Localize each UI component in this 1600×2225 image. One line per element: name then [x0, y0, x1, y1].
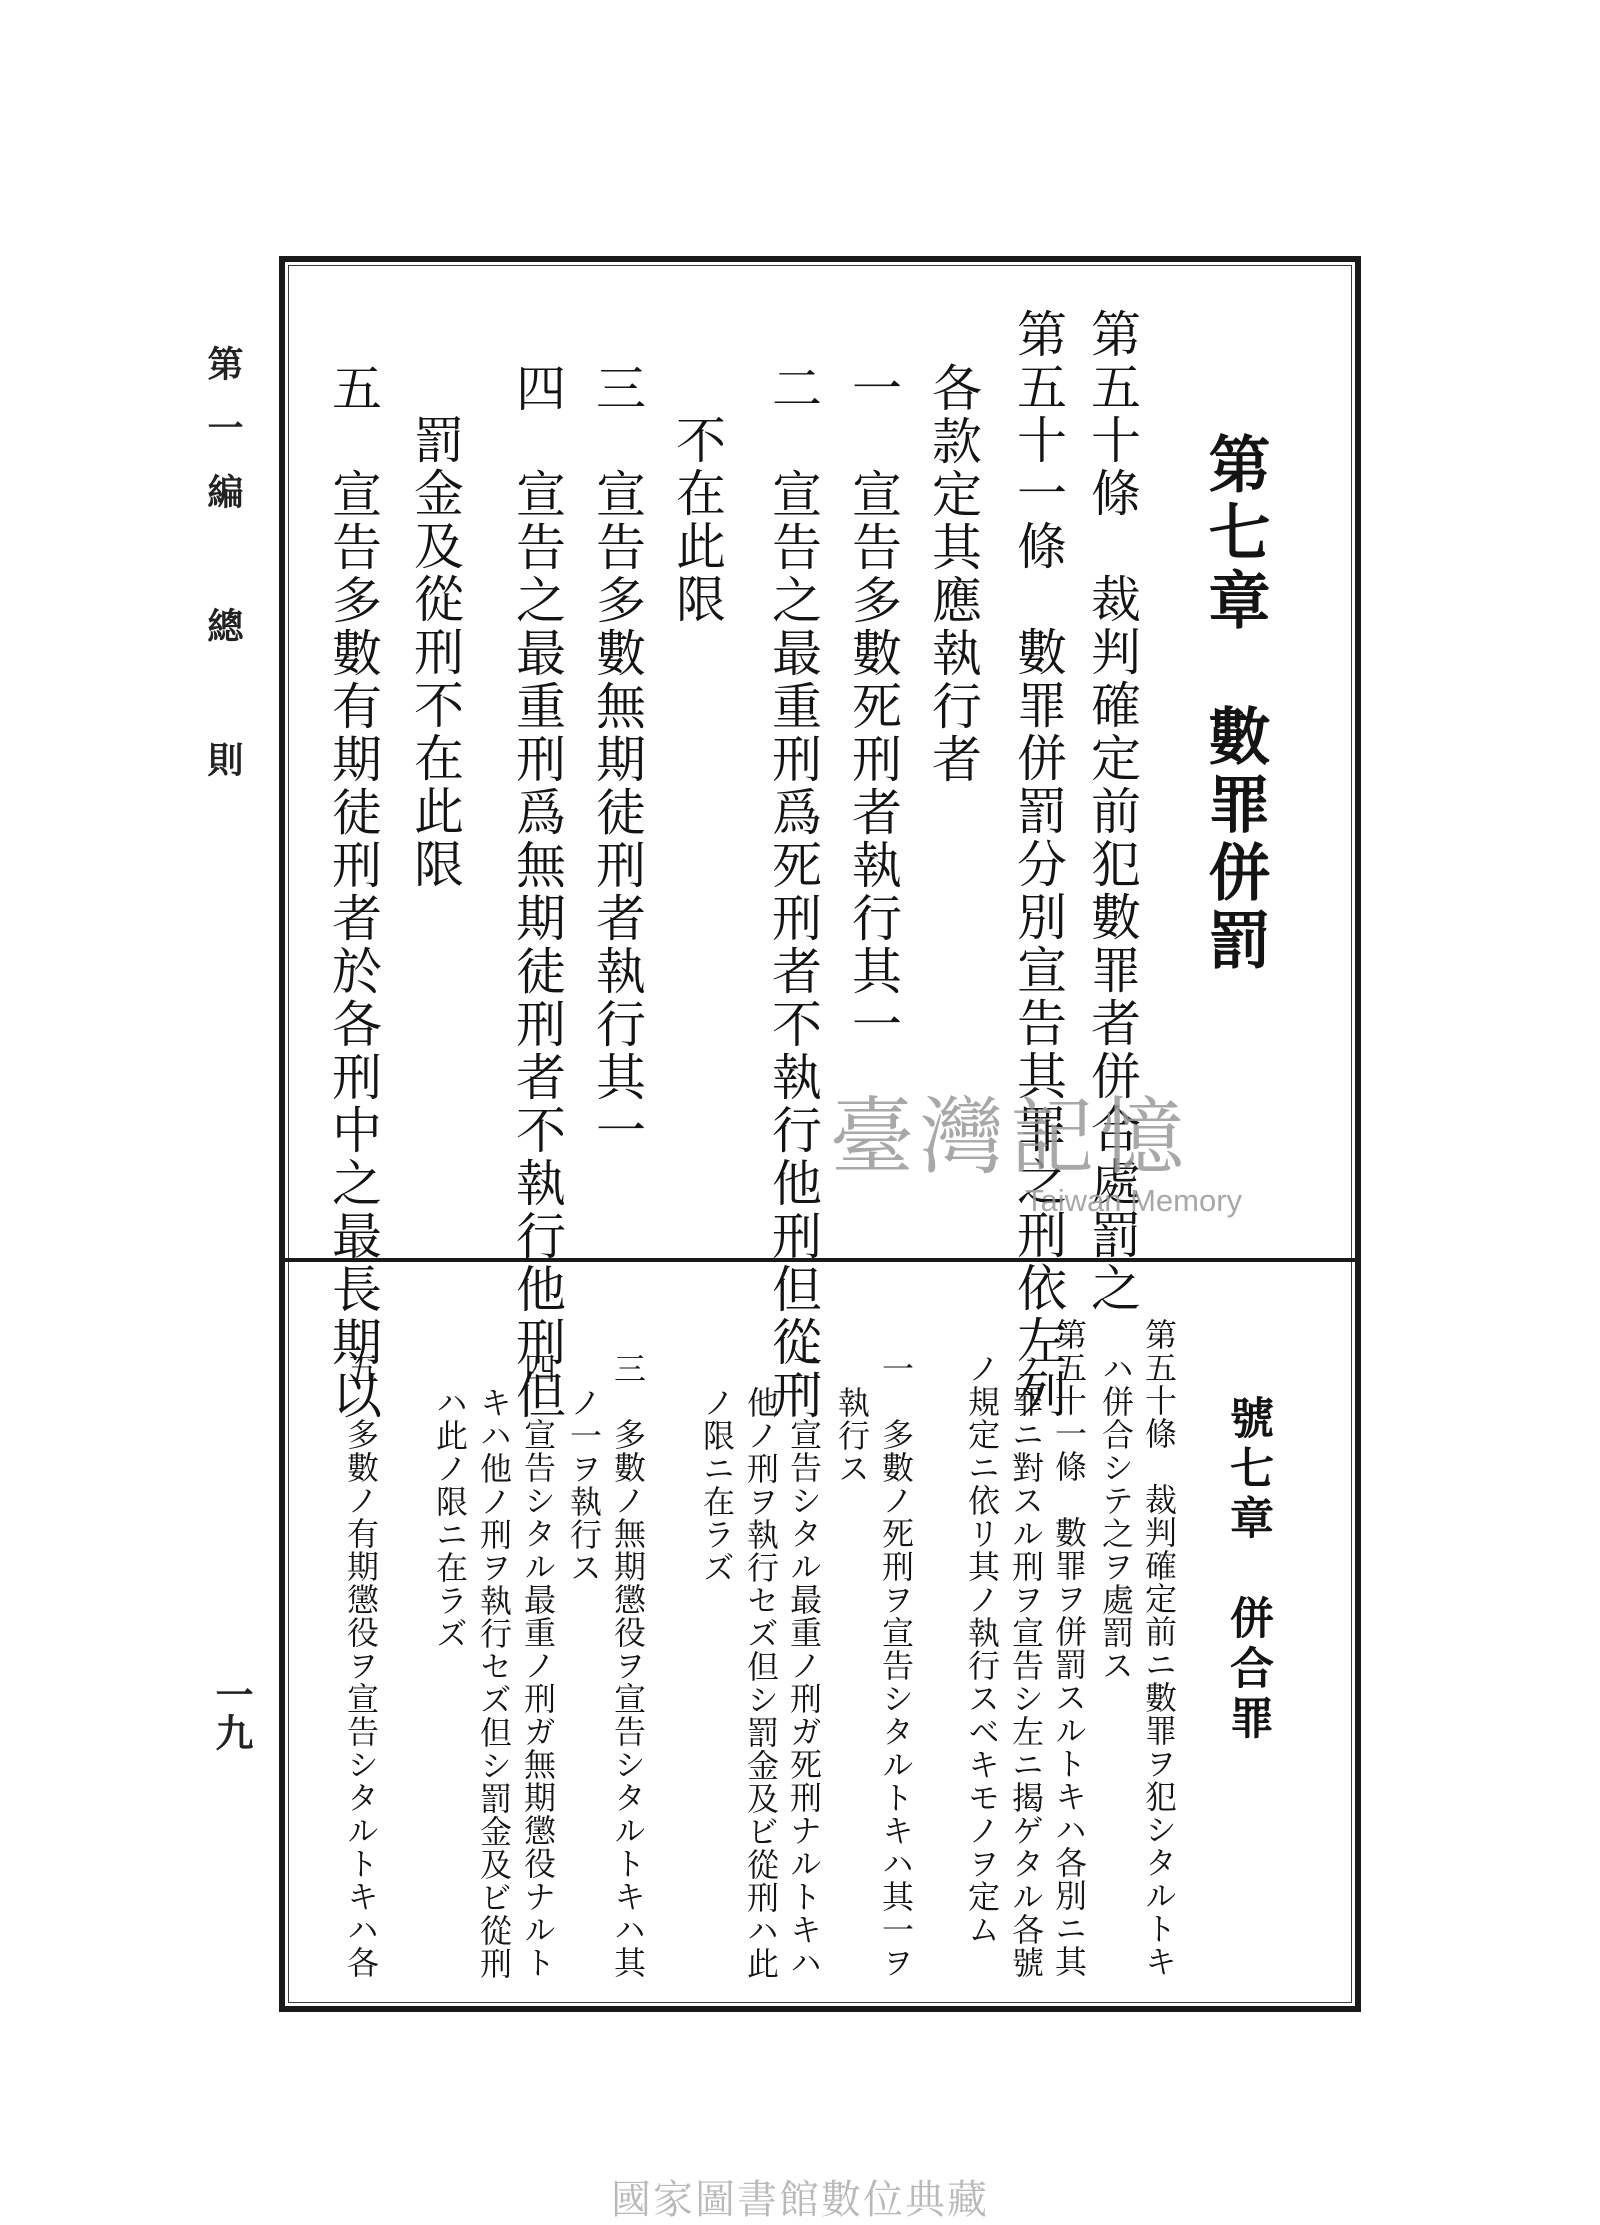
lower-line: ハ此ノ限ニ在ラズ	[431, 1386, 469, 1650]
upper-line: 一 宣告多數死刑者執行其一	[844, 362, 902, 1051]
watermark-chinese: 臺灣記憶	[830, 1088, 1191, 1186]
upper-line: 二 宣告之最重刑爲死刑者不執行他刑但從刑	[764, 362, 822, 1422]
watermark-english: Taiwan Memory	[1025, 1183, 1243, 1218]
upper-line: 三 宣告多數無期徒刑者執行其一	[588, 362, 646, 1157]
upper-line: 四 宣告之最重刑爲無期徒刑者不執行他刑但	[508, 362, 566, 1422]
lower-line: 第五十條 裁判確定前ニ數罪ヲ犯シタルトキ	[1140, 1318, 1178, 1978]
lower-line: 二 宣告シタル最重ノ刑ガ死刑ナルトキハ	[785, 1352, 823, 1979]
upper-line: 五 宣告多數有期徒刑者於各刑中之最長期以	[324, 362, 382, 1422]
upper-line: 不在此限	[668, 414, 726, 626]
lower-line: 一 多數ノ死刑ヲ宣告シタルトキハ其一ヲ	[877, 1352, 915, 1979]
lower-line: ノ規定ニ依リ其ノ執行スベキモノヲ定ム	[963, 1352, 1001, 1946]
upper-line: 第五十條 裁判確定前犯數罪者併合處罰之	[1083, 308, 1141, 1315]
running-header: 第一編 總 則	[202, 345, 244, 805]
upper-line: 各款定其應執行者	[924, 362, 982, 786]
upper-line: 第五十一條 數罪併罰分別宣告其罪之刑依左列	[1009, 308, 1067, 1421]
lower-line: 執行ス	[833, 1386, 871, 1485]
lower-line: キハ他ノ刑ヲ執行セズ但シ罰金及ビ從刑	[475, 1386, 513, 1980]
lower-line: ノ限ニ在ラズ	[698, 1386, 736, 1584]
lower-line: ノ罪ニ對スル刑ヲ宣告シ左ニ揭ゲタル各號	[1007, 1352, 1045, 1979]
lower-line: ノ一ヲ執行ス	[565, 1386, 603, 1584]
lower-line: 第五十一條 數罪ヲ併罰スルトキハ各別ニ其	[1050, 1318, 1088, 1978]
lower-chapter-title: 號七章 併合罪	[1222, 1395, 1273, 1745]
lower-line: ハ併合シテ之ヲ處罰ス	[1097, 1352, 1135, 1682]
page-number: 一九	[209, 1675, 254, 1751]
lower-line: 五 多數ノ有期懲役ヲ宣告シタルトキハ各	[342, 1352, 380, 1979]
lower-line: 四 宣告シタル最重ノ刑ガ無期懲役ナルト	[519, 1352, 557, 1979]
upper-chapter-title: 第七章 數罪併罰	[1198, 432, 1271, 976]
library-footer: 國家圖書館數位典藏	[611, 2177, 989, 2223]
taiwan-memory-watermark	[830, 1088, 1243, 1219]
lower-line: 他ノ刑ヲ執行セズ但シ罰金及ビ從刑ハ此	[742, 1386, 780, 1980]
lower-line: 三 多數ノ無期懲役ヲ宣告シタルトキハ其	[609, 1352, 647, 1979]
upper-line: 罰金及從刑不在此限	[406, 414, 464, 891]
